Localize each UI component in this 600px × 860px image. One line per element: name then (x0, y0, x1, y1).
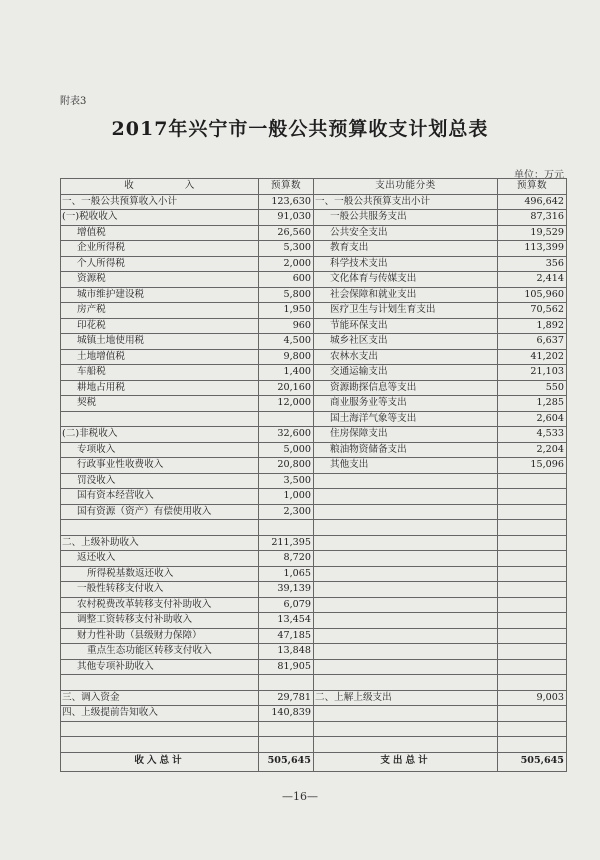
income-item: 土地增值税 (61, 349, 259, 365)
table-row (61, 303, 567, 319)
income-budget: 81,905 (259, 659, 314, 675)
income-item (61, 675, 259, 691)
expense-budget: 2,414 (498, 272, 567, 288)
table-row (61, 690, 567, 706)
income-budget: 600 (259, 272, 314, 288)
totals-row (61, 752, 567, 771)
income-item: 契税 (61, 396, 259, 412)
expense-budget (498, 535, 567, 551)
table-row (61, 396, 567, 412)
expense-item (314, 628, 498, 644)
expense-budget (498, 628, 567, 644)
expense-item (314, 675, 498, 691)
expense-item (314, 566, 498, 582)
expense-budget: 105,960 (498, 287, 567, 303)
table-row (61, 721, 567, 737)
income-budget: 6,079 (259, 597, 314, 613)
income-item (61, 411, 259, 427)
income-budget: 211,395 (259, 535, 314, 551)
income-item: 增值税 (61, 225, 259, 241)
expense-item: 交通运输支出 (314, 365, 498, 381)
income-item: 调整工资转移支付补助收入 (61, 613, 259, 629)
table-row (61, 659, 567, 675)
income-budget: 1,065 (259, 566, 314, 582)
income-item: 资源税 (61, 272, 259, 288)
expense-budget: 550 (498, 380, 567, 396)
income-budget: 2,300 (259, 504, 314, 520)
expense-item: 节能环保支出 (314, 318, 498, 334)
table-row (61, 458, 567, 474)
income-item: 三、调入资金 (61, 690, 259, 706)
income-budget: 5,000 (259, 442, 314, 458)
income-item: 返还收入 (61, 551, 259, 567)
income-budget: 9,800 (259, 349, 314, 365)
income-item: 财力性补助（县级财力保障） (61, 628, 259, 644)
table-row (61, 535, 567, 551)
expense-budget: 41,202 (498, 349, 567, 365)
expense-item: 商业服务业等支出 (314, 396, 498, 412)
table-row (61, 613, 567, 629)
income-item: 行政事业性收费收入 (61, 458, 259, 474)
expense-item: 资源勘探信息等支出 (314, 380, 498, 396)
income-item: 一、一般公共预算收入小计 (61, 194, 259, 210)
expense-budget (498, 613, 567, 629)
unit-label: 单位：万元 (514, 170, 564, 181)
table-row (61, 411, 567, 427)
expense-item (314, 644, 498, 660)
expense-budget (498, 489, 567, 505)
income-budget: 91,030 (259, 210, 314, 226)
expense-item: 社会保障和就业支出 (314, 287, 498, 303)
income-budget: 3,500 (259, 473, 314, 489)
attachment-label: 附表3 (60, 96, 87, 107)
expense-budget: 9,003 (498, 690, 567, 706)
income-item: 重点生态功能区转移支付收入 (61, 644, 259, 660)
expense-budget: 356 (498, 256, 567, 272)
expense-item: 农林水支出 (314, 349, 498, 365)
expense-budget (498, 520, 567, 536)
expense-item (314, 535, 498, 551)
expense-item: 住房保障支出 (314, 427, 498, 443)
table-row (61, 628, 567, 644)
income-item (61, 737, 259, 753)
income-item: 罚没收入 (61, 473, 259, 489)
expense-budget: 4,533 (498, 427, 567, 443)
income-budget: 5,300 (259, 241, 314, 257)
income-total-value: 505,645 (259, 752, 314, 771)
income-budget: 29,781 (259, 690, 314, 706)
table-row (61, 737, 567, 753)
income-budget: 1,400 (259, 365, 314, 381)
income-budget: 1,950 (259, 303, 314, 319)
income-item: 城镇土地使用税 (61, 334, 259, 350)
table-row (61, 597, 567, 613)
expense-budget: 70,562 (498, 303, 567, 319)
page-title: 2017年兴宁市一般公共预算收支计划总表 (111, 118, 489, 140)
table-row (61, 644, 567, 660)
income-item: 农村税费改革转移支付补助收入 (61, 597, 259, 613)
table-row (61, 582, 567, 598)
income-total-label: 收入总计 (61, 752, 259, 771)
income-budget (259, 721, 314, 737)
income-item: 国有资本经营收入 (61, 489, 259, 505)
expense-item: 公共安全支出 (314, 225, 498, 241)
income-budget: 20,160 (259, 380, 314, 396)
expense-budget (498, 566, 567, 582)
income-budget: 39,139 (259, 582, 314, 598)
expense-item: 城乡社区支出 (314, 334, 498, 350)
income-item: 个人所得税 (61, 256, 259, 272)
expense-budget (498, 582, 567, 598)
income-budget (259, 675, 314, 691)
table-row (61, 334, 567, 350)
expense-budget: 1,892 (498, 318, 567, 334)
table-row (61, 473, 567, 489)
expense-budget (498, 551, 567, 567)
table-row (61, 520, 567, 536)
expense-item: 医疗卫生与计划生育支出 (314, 303, 498, 319)
table-row (61, 380, 567, 396)
table-row (61, 504, 567, 520)
expense-item: 一、一般公共预算支出小计 (314, 194, 498, 210)
table-row (61, 427, 567, 443)
expense-item: 文化体育与传媒支出 (314, 272, 498, 288)
table-header-row (61, 179, 567, 195)
header-income-budget: 预算数 (259, 179, 314, 195)
income-budget (259, 411, 314, 427)
table-row (61, 706, 567, 722)
income-item: 企业所得税 (61, 241, 259, 257)
table-row (61, 675, 567, 691)
expense-item (314, 737, 498, 753)
expense-total-value: 505,645 (498, 752, 567, 771)
table-row (61, 349, 567, 365)
expense-item (314, 613, 498, 629)
income-item: 城市维护建设税 (61, 287, 259, 303)
income-budget (259, 737, 314, 753)
income-budget: 26,560 (259, 225, 314, 241)
income-item: 印花税 (61, 318, 259, 334)
income-budget: 2,000 (259, 256, 314, 272)
expense-item (314, 659, 498, 675)
expense-item (314, 721, 498, 737)
table-row (61, 256, 567, 272)
expense-budget: 19,529 (498, 225, 567, 241)
expense-budget: 1,285 (498, 396, 567, 412)
expense-item: 其他支出 (314, 458, 498, 474)
income-budget: 47,185 (259, 628, 314, 644)
income-budget: 1,000 (259, 489, 314, 505)
expense-budget (498, 721, 567, 737)
income-item (61, 520, 259, 536)
expense-budget: 113,399 (498, 241, 567, 257)
income-item: 耕地占用税 (61, 380, 259, 396)
expense-item: 一般公共服务支出 (314, 210, 498, 226)
expense-budget: 2,204 (498, 442, 567, 458)
budget-table (60, 178, 567, 772)
expense-item (314, 520, 498, 536)
expense-item (314, 504, 498, 520)
table-row (61, 489, 567, 505)
income-budget (259, 520, 314, 536)
income-item: 所得税基数返还收入 (61, 566, 259, 582)
table-row (61, 241, 567, 257)
income-budget: 12,000 (259, 396, 314, 412)
table-row (61, 210, 567, 226)
expense-item (314, 489, 498, 505)
income-budget: 123,630 (259, 194, 314, 210)
expense-budget (498, 597, 567, 613)
table-row (61, 442, 567, 458)
expense-item (314, 582, 498, 598)
income-budget: 5,800 (259, 287, 314, 303)
income-item: 国有资源（资产）有偿使用收入 (61, 504, 259, 520)
income-item: 房产税 (61, 303, 259, 319)
header-expense: 支出功能分类 (314, 179, 498, 195)
income-budget: 4,500 (259, 334, 314, 350)
expense-total-label: 支出总计 (314, 752, 498, 771)
expense-item: 科学技术支出 (314, 256, 498, 272)
expense-budget (498, 737, 567, 753)
income-item: 专项收入 (61, 442, 259, 458)
expense-budget: 21,103 (498, 365, 567, 381)
income-budget: 20,800 (259, 458, 314, 474)
income-item: (二)非税收入 (61, 427, 259, 443)
income-budget: 960 (259, 318, 314, 334)
expense-budget (498, 504, 567, 520)
income-budget: 8,720 (259, 551, 314, 567)
expense-budget (498, 675, 567, 691)
table-row (61, 194, 567, 210)
expense-item: 粮油物资储备支出 (314, 442, 498, 458)
expense-item: 教育支出 (314, 241, 498, 257)
expense-budget: 6,637 (498, 334, 567, 350)
expense-budget (498, 659, 567, 675)
income-item: 车船税 (61, 365, 259, 381)
expense-item: 二、上解上级支出 (314, 690, 498, 706)
expense-budget (498, 706, 567, 722)
expense-item (314, 551, 498, 567)
expense-budget: 15,096 (498, 458, 567, 474)
header-income: 收 入 (61, 179, 259, 195)
income-budget: 32,600 (259, 427, 314, 443)
expense-item (314, 706, 498, 722)
income-item: 一般性转移支付收入 (61, 582, 259, 598)
expense-budget: 87,316 (498, 210, 567, 226)
expense-budget (498, 473, 567, 489)
header-expense-budget: 预算数 (498, 179, 567, 195)
table-row (61, 287, 567, 303)
expense-item: 国土海洋气象等支出 (314, 411, 498, 427)
income-item: 二、上级补助收入 (61, 535, 259, 551)
page-number: —16— (282, 790, 318, 803)
table-row (61, 551, 567, 567)
expense-item (314, 597, 498, 613)
income-item (61, 721, 259, 737)
income-budget: 13,848 (259, 644, 314, 660)
table-row (61, 318, 567, 334)
expense-budget (498, 644, 567, 660)
expense-budget: 2,604 (498, 411, 567, 427)
table-row (61, 566, 567, 582)
expense-budget: 496,642 (498, 194, 567, 210)
table-row (61, 365, 567, 381)
income-item: 四、上级提前告知收入 (61, 706, 259, 722)
table-body (61, 194, 567, 752)
expense-item (314, 473, 498, 489)
table-row (61, 225, 567, 241)
income-budget: 13,454 (259, 613, 314, 629)
table-row (61, 272, 567, 288)
income-item: (一)税收收入 (61, 210, 259, 226)
income-budget: 140,839 (259, 706, 314, 722)
income-item: 其他专项补助收入 (61, 659, 259, 675)
